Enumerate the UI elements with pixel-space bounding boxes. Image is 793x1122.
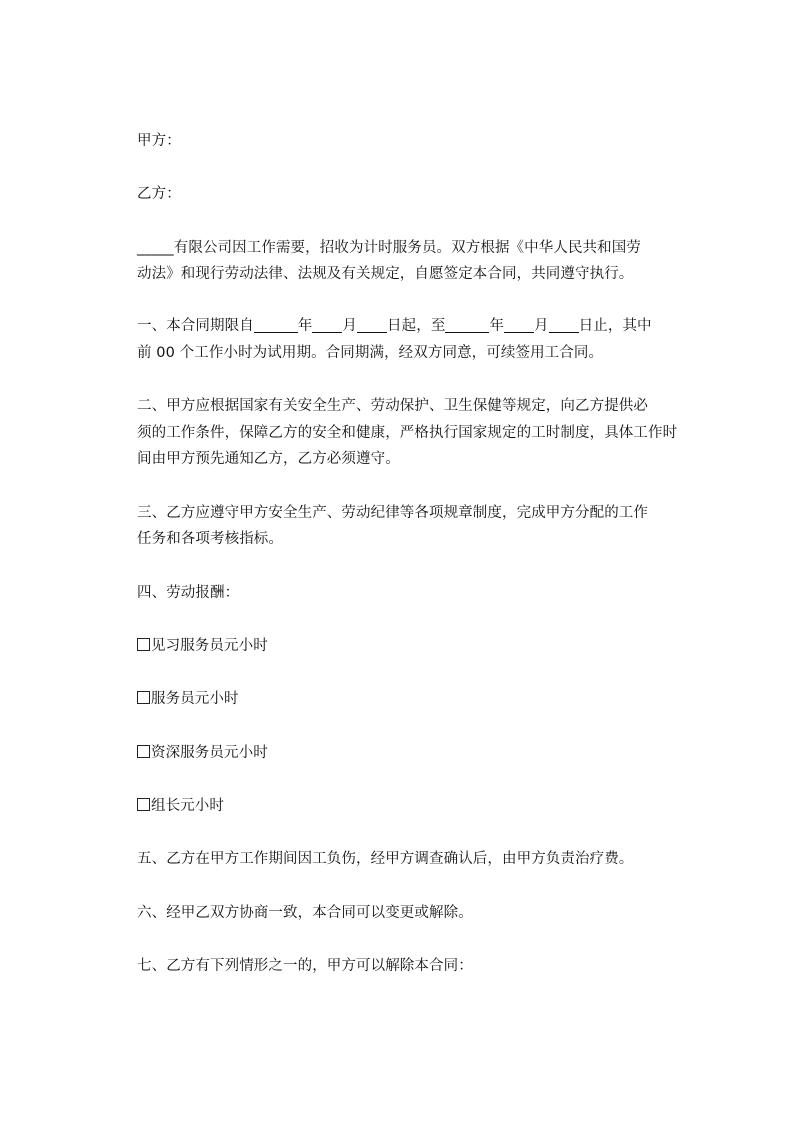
end-day-blank [549,318,579,333]
start-month-label: 月 [342,318,358,334]
clause-6: 六、经甲乙双方协商一致，本合同可以变更或解除。 [137,905,473,921]
checkbox-icon[interactable] [137,691,150,704]
company-name-blank: _____ [137,240,174,256]
clause-3-line-2: 任务和各项考核指标。 [137,531,283,547]
clause-2-line-3: 间由甲方预先通知乙方，乙方必须遵守。 [137,451,400,467]
clause-2-line-1: 二、甲方应根据国家有关安全生产、劳动保护、卫生保健等规定，向乙方提供必 [137,398,648,414]
pay-option-leader [137,796,224,816]
pay-option-label: 服务员元小时 [151,691,239,707]
end-day-label: 日止，其中 [578,318,652,334]
intro-line-2: 动法》和现行劳动法律、法规及有关规定，自愿签定本合同，共同遵守执行。 [137,266,634,282]
clause-7: 七、乙方有下列情形之一的，甲方可以解除本合同： [137,958,473,974]
end-month-label: 月 [534,318,549,334]
end-year-label: 年 [489,318,505,334]
pay-option-senior [137,743,268,763]
start-year-blank [254,318,298,333]
clause-4-title: 四、劳动报酬： [137,585,240,601]
clause-5: 五、乙方在甲方工作期间因工负伤，经甲方调查确认后，由甲方负责治疗费。 [137,851,634,867]
clause-1-line-2: 前 00 个工作小时为试用期。合同期满，经双方同意，可续签用工合同。 [137,345,604,361]
checkbox-icon[interactable] [137,745,150,758]
start-year-label: 年 [297,318,313,334]
clause-2-line-2: 须的工作条件，保障乙方的安全和健康，严格执行国家规定的工时制度，具体工作时 [137,425,678,441]
checkbox-icon[interactable] [137,798,150,811]
start-month-blank [312,318,342,333]
end-year-blank [445,318,489,333]
clause-1-start-text: 一、本合同期限自 [137,318,254,334]
start-day-label: 日起，至 [387,318,446,334]
pay-option-label: 资深服务员元小时 [151,745,268,761]
clause-1-line-1 [137,316,652,336]
start-day-blank [357,318,387,333]
pay-option-trainee [137,636,268,656]
checkbox-icon[interactable] [137,638,150,651]
party-a-label: 甲方： [137,133,181,149]
intro-line-1 [137,238,641,258]
pay-option-label: 见习服务员元小时 [151,638,268,654]
intro-line-1-text: 有限公司因工作需要，招收为计时服务员。双方根据《中华人民共和国劳 [173,240,641,256]
clause-3-line-1: 三、乙方应遵守甲方安全生产、劳动纪律等各项规章制度，完成甲方分配的工作 [137,505,648,521]
party-b-label: 乙方： [137,186,181,202]
pay-option-label: 组长元小时 [151,798,224,814]
end-month-blank [504,318,534,333]
pay-option-waiter [137,689,239,709]
